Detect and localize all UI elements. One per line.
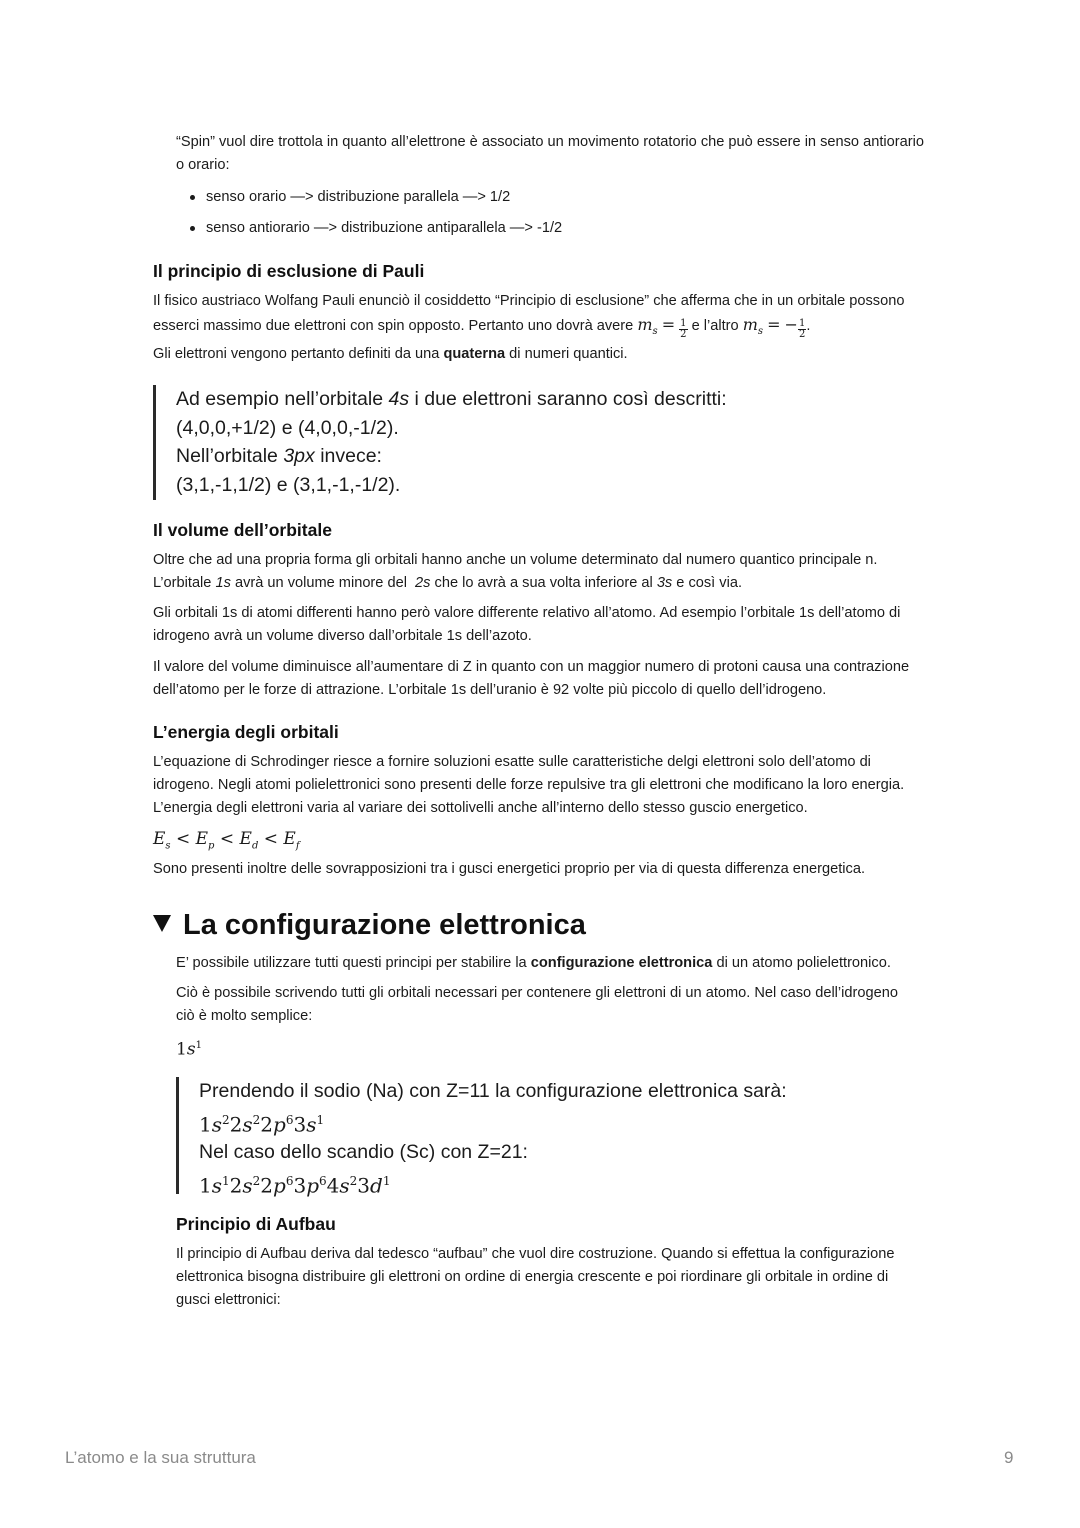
config-p2-line2: ciò è molto semplice: <box>176 1008 313 1024</box>
configuration-quote: Prendendo il sodio (Na) con Z=11 la configurazione elettronica sarà: $1s^22s^22p^63s^1$ Nel caso dello scandio (Sc) con Z=21: $1s^12s^22p^63p^64s^23d^1$ <box>176 1077 787 1194</box>
pauli-paragraph-line1: Il fisico austriaco Wolfang Pauli enunciò il cosiddetto “Principio di esclusione” che afferma che in un orbitale possono <box>153 293 905 309</box>
energia-p2: Sono presenti inoltre delle sovrapposizioni tra i gusci energetici proprio per via di questa differenza energetica. <box>153 861 865 877</box>
hydrogen-configuration: $1s^1$ <box>176 1039 202 1060</box>
ms-symbol: $m_s$ <box>742 315 764 338</box>
energy-order-formula: $E_s < E_p < E_d < E_f$ <box>153 829 300 852</box>
energia-p1-line2: idrogeno. Negli atomi polielettronici sono presenti delle forze repulsive tra gli elettroni che modificano la loro energia. <box>153 777 905 793</box>
config-p2-line1: Ciò è possibile scrivendo tutti gli orbitali necessari per contenere gli elettroni di un atomo. Nel caso dell’idrogeno <box>176 985 898 1001</box>
aufbau-heading: Principio di Aufbau <box>176 1214 336 1234</box>
fraction-one-half: $\frac{1}{2}$ <box>798 318 806 340</box>
config-toggle-heading[interactable]: La configurazione elettronica <box>153 907 586 943</box>
spin-list <box>186 186 562 248</box>
aufbau-line1: Il principio di Aufbau deriva dal tedesco “aufbau” che vuol dire costruzione. Quando si effettua la configurazione <box>176 1246 895 1262</box>
footer-title: L’atomo e la sua struttura <box>65 1448 256 1467</box>
sodium-configuration: $1s^22s^22p^63s^1$ <box>199 1112 325 1137</box>
pauli-quaterna: Gli elettroni vengono pertanto definiti da una quaterna di numeri quantici. <box>153 346 628 362</box>
aufbau-line2: elettronica bisogna distribuire gli elettroni on ordine di energia crescente e poi riordinare gli orbitale in ordine di <box>176 1269 889 1285</box>
energia-heading: L’energia degli orbitali <box>153 722 339 742</box>
volume-p2-line2: idrogeno avrà un volume diverso dall’orbitale 1s dell’azoto. <box>153 628 532 644</box>
fraction-one-half: $\frac{1}{2}$ <box>680 318 687 340</box>
pauli-heading: Il principio di esclusione di Pauli <box>153 261 425 281</box>
volume-p1-line1: Oltre che ad una propria forma gli orbitali hanno anche un volume determinato dal numero quantico principale n. <box>153 552 878 568</box>
page-number: 9 <box>1004 1448 1014 1467</box>
energia-p1-line1: L’equazione di Schrodinger riesce a fornire soluzioni esatte sulle caratteristiche delgi elettroni solo dell’atomo di <box>153 754 871 770</box>
volume-p2-line1: Gli orbitali 1s di atomi differenti hanno però valore differente relativo all’atomo. Ad esempio l’orbitale 1s dell’atomo di <box>153 605 901 621</box>
volume-p3-line1: Il valore del volume diminuisce all’aumentare di Z in quanto con un maggior numero di protoni causa una contrazione <box>153 659 910 675</box>
volume-heading: Il volume dell’orbitale <box>153 520 332 540</box>
spin-intro: “Spin” vuol dire trottola in quanto all’elettrone è associato un movimento rotatorio che può essere in senso antiorario o orario: <box>176 134 924 173</box>
list-item: senso orario —> distribuzione parallela —> 1/2 <box>186 186 562 209</box>
volume-p1-line2: L’orbitale 1s avrà un volume minore del 2s che lo avrà a sua volta inferiore al 3s e così via. <box>153 575 742 591</box>
triangle-down-icon[interactable] <box>153 915 171 932</box>
pauli-paragraph-line2: esserci massimo due elettroni con spin opposto. Pertanto uno dovrà avere $m_s$ = $\frac{1}{2}$ e l’altro $m_s$ = − $\frac{1}{2}$ . <box>153 315 811 340</box>
ms-symbol: $m_s$ <box>637 315 658 338</box>
example-quote: Ad esempio nell’orbitale 4s i due elettroni saranno così descritti: (4,0,0,+1/2) e (4,0,0,-1/2). Nell’orbitale 3px invece: (3,1,-1,1/2) e (3,1,-1,-1/2). <box>153 385 727 500</box>
aufbau-line3: gusci elettronici: <box>176 1292 281 1308</box>
scandium-configuration: $1s^12s^22p^63p^64s^23d^1$ <box>199 1173 391 1198</box>
volume-p3-line2: dell’atomo per le forze di attrazione. L’orbitale 1s dell’uranio è 92 volte più piccolo di quello dell’idrogeno. <box>153 682 827 698</box>
energia-p1-line3: L’energia degli elettroni varia al variare dei sottolivelli anche all’interno dello stesso guscio energetico. <box>153 800 808 816</box>
config-p1: E’ possibile utilizzare tutti questi principi per stabilire la configurazione elettronica di un atomo polielettronico. <box>176 955 891 971</box>
list-item: senso antiorario —> distribuzione antiparallela —> -1/2 <box>186 217 562 240</box>
